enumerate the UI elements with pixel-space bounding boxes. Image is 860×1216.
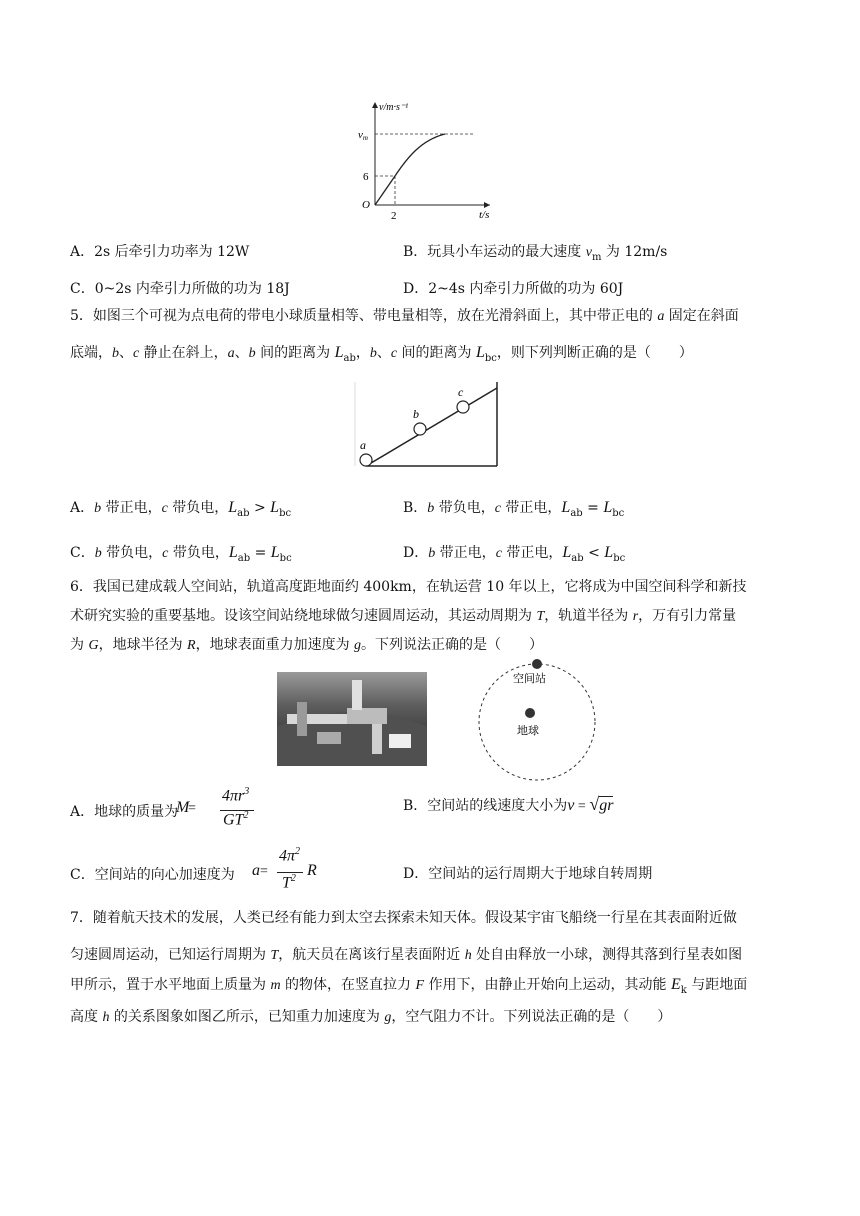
q6-line3: 为 G，地球半径为 R，地球表面重力加速度为 g。下列说法正确的是（ ） <box>70 637 544 653</box>
q5-line1: 5．如图三个可视为点电荷的带电小球质量相等、带电量相等，放在光滑斜面上，其中带正电的 a 固定在斜面 <box>70 308 739 324</box>
q7-line3: 甲所示，置于水平地面上质量为 m 的物体，在竖直拉力 F 作用下，由静止开始向上运动，其动能 $E_k$ 与距地面 <box>70 976 748 996</box>
q6-line2: 术研究实验的重要基地。设该空间站绕地球做匀速圆周运动，其运动周期为 T，轨道半径为 r，万有引力常量 <box>70 608 737 624</box>
q7-line2: 匀速圆周运动，已知运行周期为 T，航天员在离该行星表面附近 h 处自由释放一小球，测得其落到行星表如图 <box>70 947 743 963</box>
two-label: 2 <box>391 210 397 222</box>
ball-c <box>457 401 469 413</box>
y-axis-label: v/m·s⁻¹ <box>379 102 409 113</box>
vm-label: vm <box>358 129 368 142</box>
label-a: a <box>360 438 366 452</box>
six-label: 6 <box>363 171 369 183</box>
x-axis-label: t/s <box>479 209 490 221</box>
q6-line1: 6．我国已建成载人空间站，轨道高度距地面约 400km，在轨运营 10 年以上，它将成为中国空间科学和新技 <box>70 579 747 595</box>
ball-a <box>360 454 372 466</box>
station-dot <box>532 659 542 669</box>
ball-b <box>414 423 426 435</box>
q4-option-c[interactable]: C．0~2s 内牵引力所做的功为 18J <box>70 281 290 297</box>
incline-figure <box>352 378 502 473</box>
q4-option-d[interactable]: D．2~4s 内牵引力所做的功为 60J <box>403 281 624 297</box>
velocity-time-graph <box>355 98 515 223</box>
label-b: b <box>413 407 419 421</box>
vm-var: v <box>585 245 592 260</box>
q6-option-b[interactable]: B．空间站的线速度大小为v = √gr <box>403 794 614 814</box>
earth-label: 地球 <box>517 724 539 737</box>
vm-sub: m <box>591 251 602 263</box>
q4-option-b-text2: 为 12m/s <box>601 244 668 260</box>
q4-option-a[interactable]: A．2s 后牵引力功率为 12W <box>70 244 250 260</box>
q4-option-b[interactable] <box>403 242 667 268</box>
label-c: c <box>458 385 464 399</box>
orbit-diagram <box>470 652 610 792</box>
q5-option-c[interactable]: C．b 带负电，c 带负电，$L_{ab} = L_{bc}$ <box>70 544 292 564</box>
origin-label: O <box>362 199 370 211</box>
earth-dot <box>525 708 535 718</box>
station-label: 空间站 <box>513 672 546 685</box>
space-station-photo <box>277 672 427 766</box>
q7-line4: 高度 h 的关系图象如图乙所示，已知重力加速度为 g，空气阻力不计。下列说法正确的是（ ） <box>70 1009 672 1025</box>
q5-line2: 底端，b、c 静止在斜上，a、b 间的距离为 $L_{ab}$，b、c 间的距离为 $L_{bc}$，则下列判断正确的是（ ） <box>70 344 693 364</box>
q5-option-d[interactable]: D．b 带正电，c 带正电，$L_{ab} < L_{bc}$ <box>403 544 626 564</box>
q4-option-b-text: B．玩具小车运动的最大速度 <box>403 244 582 260</box>
q7-line1: 7．随着航天技术的发展，人类已经有能力到太空去探索未知天体。假设某宇宙飞船绕一行星在其表面附近做 <box>70 910 737 926</box>
q5-option-b[interactable]: B．b 带负电，c 带正电，$L_{ab} = L_{bc}$ <box>403 499 625 519</box>
q5-option-a[interactable]: A．b 带正电，c 带负电，$L_{ab} > L_{bc}$ <box>70 499 292 519</box>
q6-option-d[interactable]: D．空间站的运行周期大于地球自转周期 <box>403 866 653 882</box>
